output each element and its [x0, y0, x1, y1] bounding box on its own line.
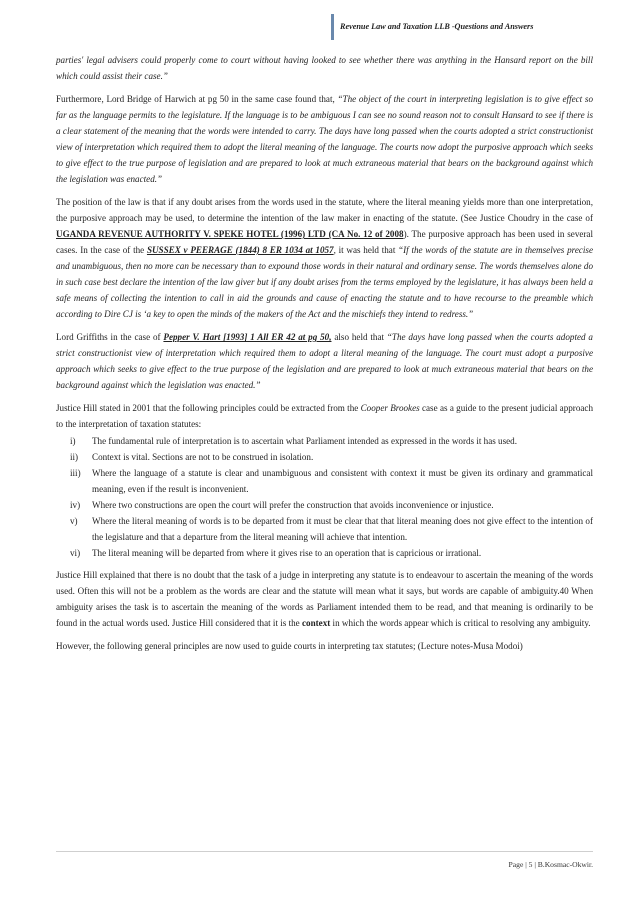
position-text-1: The position of the law is that if any doubt arises from the words used in the statute, where the literal meaning yields more than one interpretation, the purposive approach may be used, to determine the intention of the law maker in enacting of the statute. (See Justice Choudry in the case of — [56, 197, 593, 223]
paragraph-position-of-law — [56, 194, 593, 322]
list-item — [56, 433, 593, 449]
list-item — [56, 449, 593, 465]
list-text: Where the literal meaning of words is to be departed from it must be clear that that literal meaning does not give effect to the intention of the legislature and that a departure from the literal meaning will achieve that intention. — [92, 516, 593, 542]
paragraph-quote-continuation: parties' legal advisers could properly come to court without having looked to see whether there was anything in the Hansard report on the bill which could assist their case.” — [56, 55, 593, 81]
list-text: The fundamental rule of interpretation is to ascertain what Parliament intended as expressed in the words it has used. — [92, 436, 518, 446]
case-cooper-brookes: Cooper Brookes — [360, 403, 420, 413]
list-item — [56, 465, 593, 497]
list-item — [56, 497, 593, 513]
list-number: vi) — [70, 548, 81, 558]
context-emphasis: context — [301, 618, 331, 628]
paragraph-hill-explained — [56, 567, 593, 631]
list-text: Where two constructions are open the court will prefer the construction that avoids inconvenience or injustice. — [92, 500, 494, 510]
list-item — [56, 545, 593, 561]
case-pepper-hart: Pepper V. Hart [1993] 1 All ER 42 at pg 50, — [163, 332, 332, 342]
page-footer — [56, 851, 593, 877]
explained-text-1: Justice Hill explained that there is no doubt that the task of a judge in interpreting any statute is to endeavour to ascertain the meaning of the words used. Often this will not be a problem as the words are clear and the statute will mean what it says, but words are capable of ambiguity.40 When ambiguity arises the task is to ascertain the meaning of the words as Parliament intended them to be read, and that meaning is ordinarily to be found in the actual words used. Justice Hill considered that it is the — [56, 570, 593, 628]
list-text: Where the language of a statute is clear and unambiguous and consistent with context it must be given its ordinary and grammatical meaning, even if the result is inconvenient. — [92, 468, 593, 494]
sussex-quote: “If the words of the statute are in themselves precise and unambiguous, then no more can be necessary than to expound those words in their natural and ordinary sense. The words themselves alone do in such case best declare the intention of the law giver but if any doubt arises from the terms employed by the legislature, it has always been held a safe means of collecting the intention to call in aid the grounds and cause of enacting the statute and to have recourse to the preamble which according to Dire CJ is ‘a key to open the minds of the makers of the Act and the mischiefs they intend to redress.” — [56, 245, 593, 319]
case-sussex-peerage: SUSSEX v PEERAGE (1844) 8 ER 1034 at 1057 — [146, 245, 334, 255]
principles-list — [56, 433, 593, 561]
list-number: i) — [70, 436, 76, 446]
paragraph-lord-bridge — [56, 91, 593, 187]
explained-text-2: in which the words appear which is critical to resolving any ambiguity. — [330, 618, 591, 628]
position-text-3: , it was held that — [333, 245, 399, 255]
list-text: The literal meaning will be departed from where it gives rise to an operation that is capricious or irrational. — [92, 548, 482, 558]
list-item — [56, 513, 593, 545]
position-text-2: ). The purposive approach has been used in several cases. In the case of the — [56, 229, 593, 255]
list-text: Context is vital. Sections are not to be construed in isolation. — [92, 452, 314, 462]
griffiths-quote: “The days have long passed when the courts adopted a strict constructionist view of interpretation which required them to adopt a literal meaning of the language. The court must adopt a purposive approach which seeks to give effect to the true purpose of the legislation and are prepared to look at much extraneous material that bears on the background against which the legislation was enacted.” — [56, 332, 593, 390]
paragraph-general-principles: However, the following general principles are now used to guide courts in interpreting tax statutes; (Lecture notes-Musa Modoi) — [56, 641, 523, 651]
hill-text-2: case as a guide to the present judicial approach to the interpretation of taxation statutes: — [56, 403, 593, 429]
footer-page-info: Page | 5 | B.Kosmac-Okwir. — [508, 860, 593, 869]
list-number: v) — [70, 516, 78, 526]
case-uganda-revenue: UGANDA REVENUE AUTHORITY V. SPEKE HOTEL (1996) LTD (CA No. 12 of 2008 — [56, 229, 404, 239]
page-body — [56, 52, 593, 661]
paragraph-lord-griffiths — [56, 329, 593, 393]
lord-bridge-lead: Furthermore, Lord Bridge of Harwich at pg 50 in the same case found that, — [56, 94, 338, 104]
list-number: iii) — [70, 468, 81, 478]
lord-bridge-quote: “The object of the court in interpreting legislation is to give effect so far as the language permits to the legislature. If the language is to be ambiguous I can see no sound reason not to consult Hansard to see if there is a clear statement of the meaning that the words were intended to carry. The days have long passed when the courts adopted a strict constructionist view of interpretation which required them to adopt the literal meaning of the language. The courts now adopt the purposive approach which seeks to give effect to the true purpose of legislation and are prepared to look at much extraneous material that bears on the background against which the legislation was enacted.” — [56, 94, 593, 184]
list-number: ii) — [70, 452, 79, 462]
griffiths-text-2: also held that — [331, 332, 387, 342]
list-number: iv) — [70, 500, 81, 510]
running-header — [331, 14, 591, 40]
paragraph-justice-hill — [56, 400, 593, 432]
hill-text-1: Justice Hill stated in 2001 that the following principles could be extracted from the — [56, 403, 361, 413]
griffiths-text-1: Lord Griffiths in the case of — [56, 332, 164, 342]
header-title: Revenue Law and Taxation LLB -Questions and Answers — [340, 22, 534, 31]
